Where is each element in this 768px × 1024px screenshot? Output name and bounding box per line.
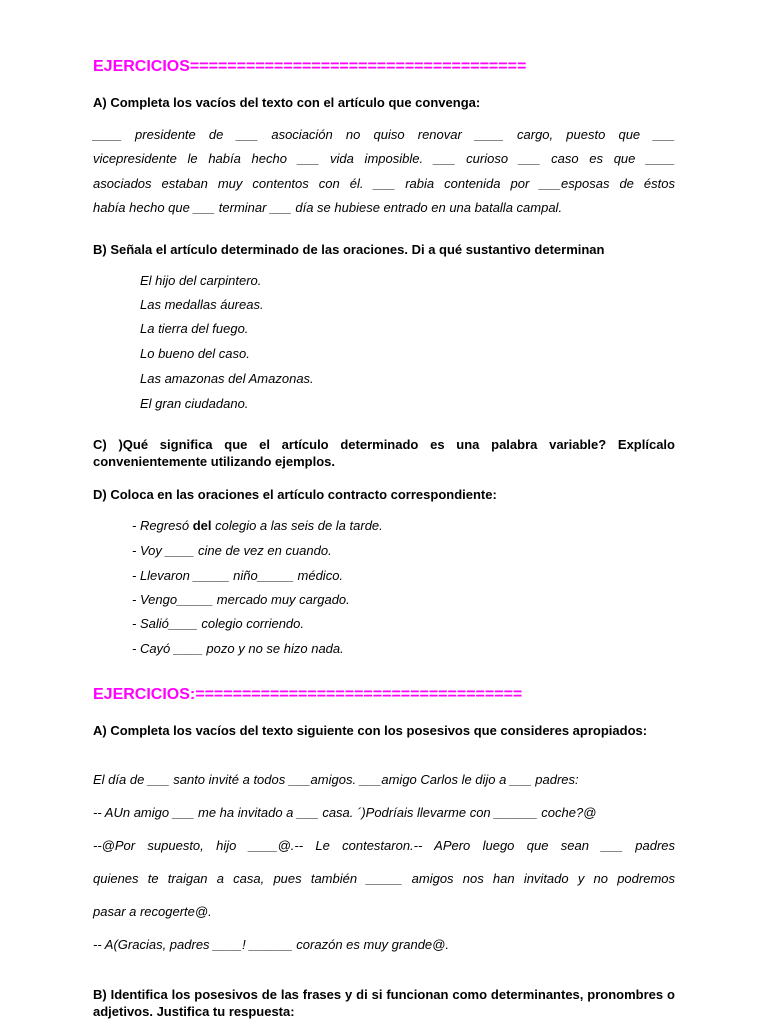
list-item: Las medallas áureas. (140, 297, 264, 312)
question-b-prompt: B) Identifica los posesivos de las frases y di si funcionan como determinantes, pronombres o adjetivos. Justifica tu respuesta: (93, 987, 675, 1019)
list-item: - Vengo_____ mercado muy cargado. (132, 592, 350, 607)
question-a-prompt: A) Completa los vacíos del texto siguiente con los posesivos que consideres apropiados: (93, 723, 648, 738)
question-d-prompt: D) Coloca en las oraciones el artículo contracto correspondiente: (93, 487, 497, 502)
list-item: Lo bueno del caso. (140, 346, 250, 361)
text-line: había hecho que ___ terminar ___ día se hubiese entrado en una batalla campal. (93, 200, 563, 215)
question-b-prompt: B) Señala el artículo determinado de las oraciones. Di a qué sustantivo determinan (93, 242, 605, 257)
list-item: - Cayó ____ pozo y no se hizo nada. (132, 641, 344, 656)
list-item: - Voy ____ cine de vez en cuando. (132, 543, 332, 558)
text-line: El día de ___ santo invité a todos ___amigos. ___amigo Carlos le dijo a ___ padres: (93, 772, 579, 787)
text-line: asociados estaban muy contentos con él. ___ rabia contenida por ___esposas de éstos (93, 176, 675, 191)
section1-heading: EJERCICIOS==================================== (93, 58, 527, 75)
text-line: vicepresidente le había hecho ___ vida imposible. ___ curioso ___ caso es que ____ (93, 151, 675, 166)
list-item: - Llevaron _____ niño_____ médico. (132, 568, 344, 583)
section2-heading: EJERCICIOS:=================================== (93, 686, 523, 703)
list-item: El gran ciudadano. (140, 396, 249, 411)
question-a-prompt: A) Completa los vacíos del texto con el artículo que convenga: (93, 95, 481, 110)
question-c-prompt: C) )Qué significa que el artículo determinado es una palabra variable? Explícalo convenientemente utilizando ejemplos. (93, 437, 675, 469)
list-item: - Salió____ colegio corriendo. (132, 616, 304, 631)
text-line: --@Por supuesto, hijo ____@.-- Le contestaron.-- APero luego que sean ___ padres (93, 838, 675, 853)
text-line: -- A(Gracias, padres ____! ______ corazón es muy grande@. (93, 937, 449, 952)
text-line: quienes te traigan a casa, pues también _____ amigos nos han invitado y no podremos (93, 871, 675, 886)
list-item (132, 518, 383, 533)
list-item: La tierra del fuego. (140, 321, 249, 336)
answer-example: del (192, 518, 212, 533)
item-prefix: - Regresó (132, 518, 193, 533)
text-line: -- AUn amigo ___ me ha invitado a ___ casa. ´)Podríais llevarme con ______ coche?@ (93, 805, 597, 820)
text-line: pasar a recogerte@. (93, 904, 212, 919)
text-line: ____ presidente de ___ asociación no quiso renovar ____ cargo, puesto que ___ (93, 127, 675, 142)
item-suffix: colegio a las seis de la tarde. (211, 518, 383, 533)
list-item: El hijo del carpintero. (140, 273, 262, 288)
list-item: Las amazonas del Amazonas. (140, 371, 314, 386)
